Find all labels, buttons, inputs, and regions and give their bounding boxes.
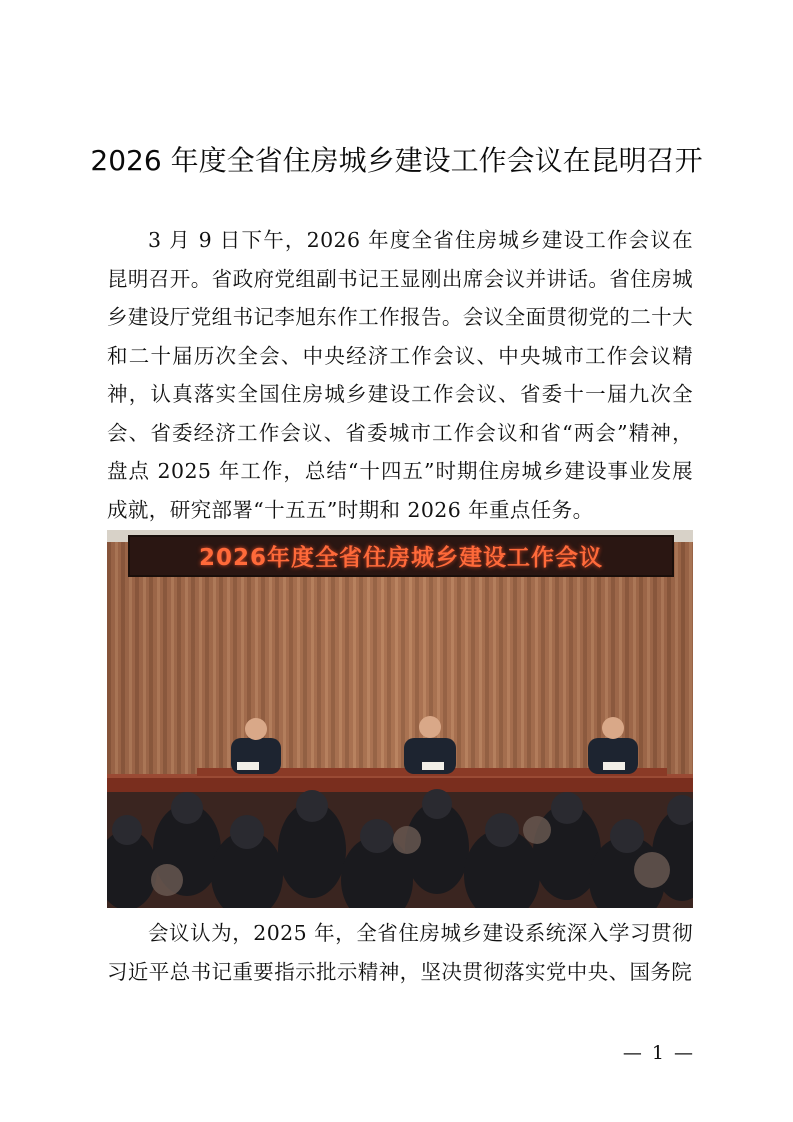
meeting-photo-graphic <box>107 530 693 908</box>
page-number: — 1 — <box>622 1042 695 1064</box>
document-title: 2026 年度全省住房城乡建设工作会议在昆明召开 <box>90 144 703 177</box>
paragraph-2: 会议认为，2025 年，全省住房城乡建设系统深入学习贯彻习近平总书记重要指示批示精神，坚决贯彻落实党中央、国务院 <box>107 921 693 984</box>
banner-text: 2026年度全省住房城乡建设工作会议 <box>198 545 603 571</box>
meeting-photo <box>107 530 693 908</box>
paragraph-1: 3 月 9 日下午，2026 年度全省住房城乡建设工作会议在昆明召开。省政府党组副书记王显刚出席会议并讲话。省住房城乡建设厅党组书记李旭东作工作报告。会议全面贯彻党的二十大和二十届历次全会、中央经济工作会议、中央城市工作会议精神，认真落实全国住房城乡建设工作会议、省委十一届九次全会、省委经济工作会议、省委城市工作会议和省“两会”精神，盘点 2025 年工作，总结“十四五”时期住房城乡建设事业发展成就，研究部署“十五五”时期和 2026 年重点任务。 <box>107 228 693 522</box>
